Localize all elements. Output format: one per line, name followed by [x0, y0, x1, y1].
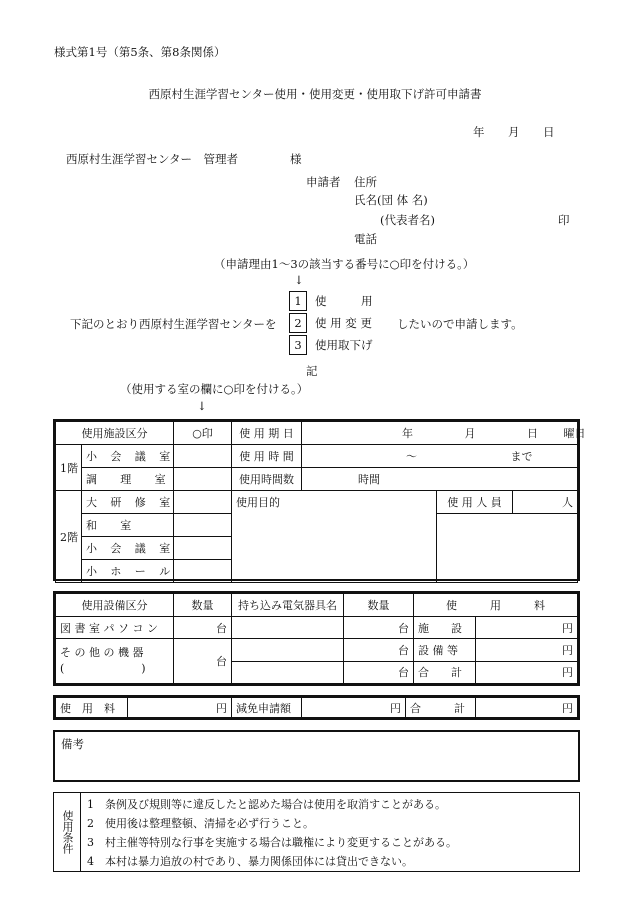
fee-field[interactable] — [476, 639, 578, 661]
summary-table — [53, 695, 580, 720]
room-mark-cell[interactable] — [174, 468, 232, 491]
room-mark-cell[interactable] — [174, 491, 232, 514]
unit: 台 — [398, 644, 409, 658]
seal-mark: 印 — [558, 213, 570, 227]
purpose-continuation — [437, 514, 578, 583]
conditions-label-cell — [54, 793, 81, 871]
time-tilde: ～ — [406, 450, 417, 463]
reason-number: 3 — [289, 335, 307, 355]
fee-header: 使 用 料 — [414, 594, 578, 617]
date-year-unit: 年 — [402, 427, 413, 440]
purpose-label: 使用目的 — [236, 496, 280, 509]
room-label: 小 会 議 室 — [82, 445, 174, 468]
reason-options — [289, 290, 373, 356]
date-month-unit: 月 — [464, 427, 476, 440]
date-day-unit: 日 — [527, 427, 538, 440]
brought-qty-field[interactable] — [344, 639, 414, 661]
remarks-label: 備考 — [61, 737, 84, 751]
remarks-box[interactable] — [53, 730, 580, 782]
condition-item: 1 条例及び規則等に違反したと認めた場合は使用を取消すことがある。 — [87, 798, 446, 811]
use-time-label: 使 用 時 間 — [232, 445, 302, 468]
fee-label: 設 備 等 — [414, 639, 476, 661]
applicant-name: 氏名(団 体 名) — [354, 193, 428, 207]
yen-unit: 円 — [562, 644, 573, 658]
yen-unit: 円 — [562, 701, 573, 715]
body-suffix: したいので申請します。 — [397, 317, 523, 331]
reason-label: 使用取下げ — [315, 338, 373, 352]
arrow-down-icon: ↓ — [197, 399, 207, 413]
brought-qty-field[interactable] — [344, 617, 414, 639]
date-year: 年 — [473, 125, 485, 139]
room-mark-cell[interactable] — [174, 514, 232, 537]
conditions-list — [81, 793, 463, 871]
use-hours-field[interactable] — [302, 468, 578, 491]
qty-header: 数量 — [174, 594, 232, 617]
pc-label: 図 書 室 パ ソ コ ン — [56, 617, 174, 639]
condition-item: 2 使用後は整理整頓、清掃を必ず行うこと。 — [87, 817, 314, 830]
use-hours-label: 使用時間数 — [232, 468, 302, 491]
mark-header: ○印 — [174, 422, 232, 445]
room-mark-cell[interactable] — [174, 537, 232, 560]
reduction-label: 減免申請額 — [232, 698, 302, 718]
unit: 台 — [216, 655, 227, 669]
time-until: まで — [510, 450, 533, 463]
room-label: 大 研 修 室 — [82, 491, 174, 514]
qty-header: 数量 — [344, 594, 414, 617]
yen-unit: 円 — [216, 701, 227, 715]
brought-item-field[interactable] — [232, 661, 344, 683]
room-mark-cell[interactable] — [174, 560, 232, 583]
brought-item-field[interactable] — [232, 617, 344, 639]
reason-option-3[interactable] — [289, 334, 373, 356]
arrow-down-icon: ↓ — [294, 273, 304, 287]
form-number: 様式第1号（第5条、第8条関係） — [54, 45, 226, 59]
conditions-box — [53, 792, 580, 872]
applicant-phone: 電話 — [354, 232, 377, 246]
applicant-address: 住所 — [354, 175, 377, 189]
total-label: 合 計 — [406, 698, 476, 718]
fee-summary-label: 使 用 料 — [56, 698, 128, 718]
fee-summary-field[interactable] — [128, 698, 232, 718]
addressee-org: 西原村生涯学習センター 管理者 — [66, 152, 239, 166]
facility-category-header: 使用施設区分 — [56, 422, 174, 445]
hours-unit: 時間 — [358, 473, 380, 486]
purpose-field[interactable] — [232, 491, 437, 583]
use-date-label: 使 用 期 日 — [232, 422, 302, 445]
reason-label: 使 用 変 更 — [315, 316, 372, 330]
fee-field[interactable] — [476, 661, 578, 683]
brought-items-header: 持ち込み電気器具名 — [232, 594, 344, 617]
addressee-honorific: 様 — [290, 152, 302, 166]
conditions-label: 使用条件 — [61, 810, 74, 854]
applicant-label: 申請者 — [306, 175, 341, 189]
unit: 台 — [398, 621, 409, 635]
people-unit: 人 — [562, 496, 573, 509]
reduction-field[interactable] — [302, 698, 406, 718]
date-day: 日 — [543, 125, 555, 139]
other-label: そ の 他 の 機 器 — [60, 646, 144, 660]
floor-1-label: 1階 — [56, 445, 82, 491]
facility-table — [53, 419, 586, 581]
condition-item: 4 本村は暴力追放の村であり、暴力関係団体には貸出できない。 — [87, 855, 413, 868]
total-field[interactable] — [476, 698, 578, 718]
room-instruction: （使用する室の欄に○印を付ける。） — [120, 382, 309, 396]
people-label: 使 用 人 員 — [437, 491, 513, 514]
body-prefix: 下記のとおり西原村生涯学習センターを — [70, 317, 277, 331]
unit: 台 — [398, 666, 409, 680]
date-month: 月 — [508, 125, 520, 139]
fee-label: 合 計 — [414, 661, 476, 683]
applicant-representative: (代表者名) — [380, 213, 435, 227]
pc-qty-field[interactable] — [174, 617, 232, 639]
reason-instruction: （申請理由1～3の該当する番号に○印を付ける。） — [214, 257, 475, 271]
reason-label: 使 用 — [315, 294, 373, 308]
use-date-field[interactable] — [302, 422, 586, 445]
people-field[interactable] — [513, 491, 578, 514]
brought-item-field[interactable] — [232, 639, 344, 661]
fee-field[interactable] — [476, 617, 578, 639]
ki-label: 記 — [306, 364, 318, 378]
brought-qty-field[interactable] — [344, 661, 414, 683]
room-mark-cell[interactable] — [174, 445, 232, 468]
fee-label: 施 設 — [414, 617, 476, 639]
room-label: 小 ホ ー ル — [82, 560, 174, 583]
form-title: 西原村生涯学習センター使用・使用変更・使用取下げ許可申請書 — [148, 87, 482, 101]
unit: 台 — [216, 621, 227, 635]
other-qty-field[interactable] — [174, 639, 232, 684]
floor-2-label: 2階 — [56, 491, 82, 583]
room-label: 小 会 議 室 — [82, 537, 174, 560]
room-label: 和 室 — [82, 514, 174, 537]
yen-unit: 円 — [562, 621, 573, 635]
room-label: 調 理 室 — [82, 468, 174, 491]
equipment-category-header: 使用設備区分 — [56, 594, 174, 617]
other-equipment-cell — [56, 639, 174, 684]
reason-number: 2 — [289, 313, 307, 333]
use-time-field[interactable] — [302, 445, 578, 468]
yen-unit: 円 — [390, 701, 401, 715]
yen-unit: 円 — [562, 666, 573, 680]
reason-option-2[interactable] — [289, 312, 373, 334]
other-paren: ( ) — [60, 662, 146, 676]
condition-item: 3 村主催等特別な行事を実施する場合は職権により変更することがある。 — [87, 836, 457, 849]
date-weekday-unit: 曜日 — [563, 427, 586, 440]
equipment-table — [53, 591, 580, 686]
reason-option-1[interactable] — [289, 290, 373, 312]
reason-number: 1 — [289, 291, 307, 311]
